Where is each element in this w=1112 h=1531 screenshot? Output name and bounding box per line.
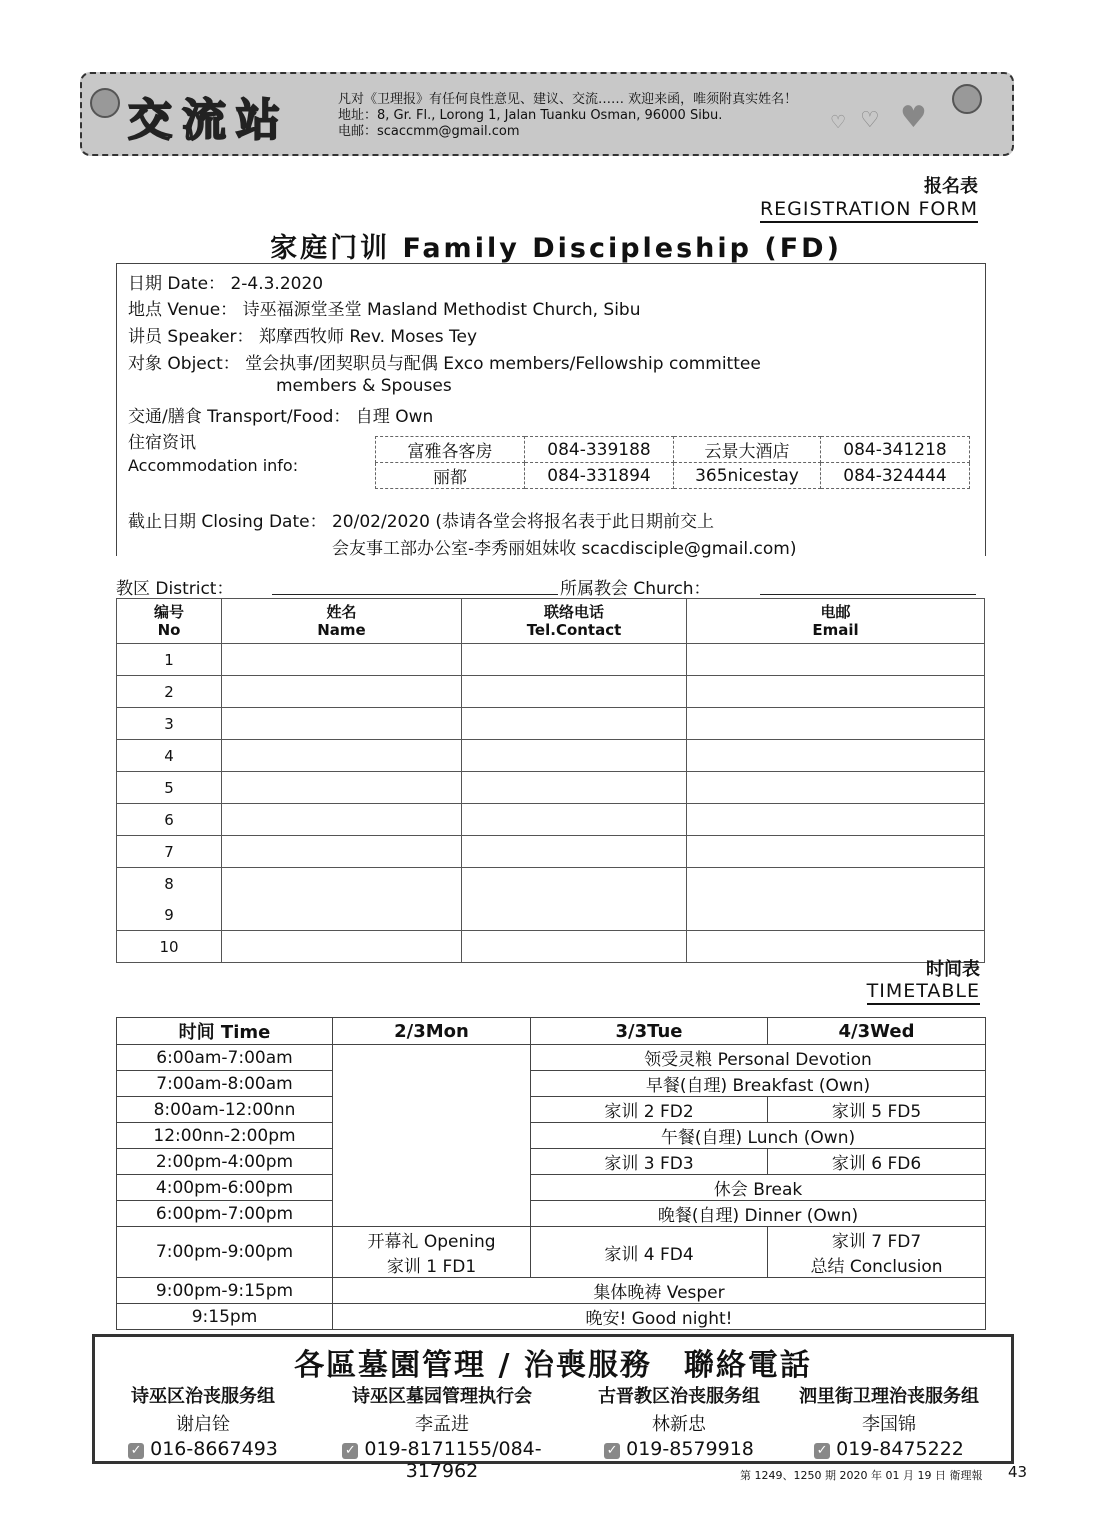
- contact-phone: ✓ 016-8667493: [88, 1438, 318, 1460]
- email-cell[interactable]: [687, 644, 985, 676]
- time-slot: 7:00am-8:00am: [117, 1071, 333, 1097]
- timetable-row: [117, 1175, 986, 1201]
- group-name: 泗里街卫理治丧服务组: [799, 1386, 979, 1407]
- email-cell[interactable]: [687, 868, 985, 931]
- row-number: 3: [117, 708, 222, 740]
- name-cell[interactable]: [222, 836, 462, 868]
- row-number: 9: [117, 899, 222, 931]
- balloon-icon: [90, 88, 120, 118]
- name-cell[interactable]: [222, 772, 462, 804]
- tel-cell[interactable]: [462, 772, 687, 804]
- timetable-row: [117, 1123, 986, 1149]
- tel-cell[interactable]: [462, 868, 687, 931]
- timetable-heading-cn: 时间表: [926, 959, 980, 980]
- table-row: [117, 708, 985, 740]
- checkbox-icon: ✓: [342, 1443, 358, 1459]
- tel-cell[interactable]: [462, 740, 687, 772]
- event-date: 日期 Date： 2-4.3.2020: [128, 274, 324, 294]
- tel-cell[interactable]: [462, 804, 687, 836]
- timetable-row: [117, 1097, 986, 1123]
- time-slot: 8:00am-12:00nn: [117, 1097, 333, 1123]
- timetable-row: [117, 1045, 986, 1071]
- timetable-row: [117, 1278, 986, 1304]
- checkbox-icon: ✓: [604, 1443, 620, 1459]
- name-cell[interactable]: [222, 804, 462, 836]
- page-title: 家庭门训 Family Discipleship (FD): [270, 233, 842, 264]
- closing-date: 截止日期 Closing Date： 20/02/2020 (恭请各堂会将报名表于此日期前交上: [128, 512, 715, 532]
- timetable-row: [117, 1304, 986, 1330]
- tel-cell[interactable]: [462, 931, 687, 963]
- banner-address: 地址：8, Gr. Fl., Lorong 1, Jalan Tuanku Osman, 96000 Sibu.: [338, 108, 723, 123]
- registration-heading-cn: 报名表: [924, 176, 978, 197]
- funeral-group: [318, 1382, 566, 1482]
- contact-phone: ✓ 019-8579918: [564, 1438, 794, 1460]
- name-cell[interactable]: [222, 676, 462, 708]
- row-number: 5: [117, 772, 222, 804]
- checkbox-icon: ✓: [128, 1443, 144, 1459]
- time-slot: 12:00nn-2:00pm: [117, 1123, 333, 1149]
- fd2-cell: 家训 2 FD2: [531, 1097, 768, 1123]
- hotel-phone: 084-324444: [821, 463, 970, 489]
- tel-cell[interactable]: [462, 676, 687, 708]
- fd3-cell: 家训 3 FD3: [531, 1149, 768, 1175]
- banner-title: 交流站: [128, 95, 290, 146]
- break-cell: 休会 Break: [531, 1175, 986, 1201]
- accommodation-row: [376, 463, 970, 489]
- timetable-heading-en: TIMETABLE: [867, 980, 980, 1005]
- contact-person: 谢启铨: [176, 1414, 230, 1435]
- name-cell[interactable]: [222, 931, 462, 963]
- registration-header-row: [117, 599, 985, 644]
- group-name: 诗巫区墓园管理执行会: [352, 1386, 532, 1407]
- dinner-cell: 晚餐(自理) Dinner (Own): [531, 1201, 986, 1227]
- fd5-cell: 家训 5 FD5: [768, 1097, 986, 1123]
- event-venue: 地点 Venue： 诗巫福源堂圣堂 Masland Methodist Church, Sibu: [128, 300, 641, 320]
- email-cell[interactable]: [687, 740, 985, 772]
- hotel-name: 云景大酒店: [674, 437, 821, 463]
- accommodation-label-en: Accommodation info:: [128, 456, 299, 475]
- checkbox-icon: ✓: [814, 1443, 830, 1459]
- col-email: 电邮 Email: [687, 599, 985, 644]
- timetable: [116, 1017, 986, 1330]
- group-name: 诗巫区治丧服务组: [131, 1386, 275, 1407]
- col-tel: 联络电话 Tel.Contact: [462, 599, 687, 644]
- col-wed: 4/3Wed: [768, 1018, 986, 1045]
- table-row: [117, 772, 985, 804]
- email-cell[interactable]: [687, 772, 985, 804]
- contact-phone: ✓ 019-8171155/084-317962: [318, 1438, 566, 1482]
- church-field[interactable]: [760, 594, 976, 595]
- time-slot: 9:00pm-9:15pm: [117, 1278, 333, 1304]
- timetable-header-row: [117, 1018, 986, 1045]
- name-cell[interactable]: [222, 740, 462, 772]
- fd7-cell: 家训 7 FD7 总结 Conclusion: [768, 1227, 986, 1278]
- fd4-cell: 家训 4 FD4: [531, 1227, 768, 1278]
- contact-phone: ✓ 019-8475222: [774, 1438, 1004, 1460]
- timetable-row: [117, 1149, 986, 1175]
- event-transport: 交通/膳食 Transport/Food： 自理 Own: [128, 407, 434, 427]
- mon-empty-cell: [333, 1045, 531, 1227]
- registration-heading-en: REGISTRATION FORM: [760, 198, 978, 223]
- email-cell[interactable]: [687, 804, 985, 836]
- table-row: [117, 804, 985, 836]
- event-speaker: 讲员 Speaker： 郑摩西牧师 Rev. Moses Tey: [128, 327, 478, 347]
- name-cell[interactable]: [222, 644, 462, 676]
- district-label: 教区 District：: [116, 579, 234, 599]
- contact-person: 李孟进: [415, 1414, 469, 1435]
- accommodation-table: [375, 436, 970, 489]
- church-label: 所属教会 Church：: [560, 579, 711, 599]
- row-number: 7: [117, 836, 222, 868]
- funeral-group: [564, 1382, 794, 1460]
- hotel-phone: 084-341218: [821, 437, 970, 463]
- fd6-cell: 家训 6 FD6: [768, 1149, 986, 1175]
- col-no: 编号 No: [117, 599, 222, 644]
- accommodation-label-cn: 住宿资讯: [128, 433, 196, 453]
- page-number: 43: [1008, 1463, 1028, 1481]
- banner-email: 电邮：scaccmm@gmail.com: [338, 124, 520, 139]
- time-slot: 9:15pm: [117, 1304, 333, 1330]
- tel-cell[interactable]: [462, 836, 687, 868]
- time-slot: 6:00am-7:00am: [117, 1045, 333, 1071]
- table-row: [117, 836, 985, 868]
- row-number: 2: [117, 676, 222, 708]
- timetable-row: [117, 1201, 986, 1227]
- opening-cell: 开幕礼 Opening 家训 1 FD1: [333, 1227, 531, 1278]
- tel-cell[interactable]: [462, 708, 687, 740]
- timetable-row: [117, 1071, 986, 1097]
- contact-person: 林新忠: [652, 1414, 706, 1435]
- col-name: 姓名 Name: [222, 599, 462, 644]
- heart-icon: ♡: [860, 108, 880, 133]
- balloon-icon: [952, 84, 982, 114]
- hotel-name: 365nicestay: [674, 463, 821, 489]
- heart-icon: ♡: [830, 112, 847, 133]
- time-slot: 2:00pm-4:00pm: [117, 1149, 333, 1175]
- breakfast-cell: 早餐(自理) Breakfast (Own): [531, 1071, 986, 1097]
- goodnight-cell: 晚安! Good night!: [333, 1304, 986, 1330]
- row-number: 4: [117, 740, 222, 772]
- row-number: 6: [117, 804, 222, 836]
- contact-person: 李国锦: [862, 1414, 916, 1435]
- funeral-group: [88, 1382, 318, 1460]
- col-tue: 3/3Tue: [531, 1018, 768, 1045]
- funeral-title: 各區墓園管理 / 治喪服務 聯絡電話: [294, 1348, 812, 1383]
- closing-contact: 会友事工部办公室-李秀丽姐妹收 scacdisciple@gmail.com): [332, 539, 797, 559]
- table-row: [117, 868, 985, 900]
- district-field[interactable]: [272, 594, 558, 595]
- email-cell[interactable]: [687, 836, 985, 868]
- time-slot: 7:00pm-9:00pm: [117, 1227, 333, 1278]
- registration-table: [116, 598, 985, 963]
- hotel-name: 富雅各客房: [376, 437, 525, 463]
- lunch-cell: 午餐(自理) Lunch (Own): [531, 1123, 986, 1149]
- email-cell[interactable]: [687, 676, 985, 708]
- event-object: 对象 Object： 堂会执事/团契职员与配偶 Exco members/Fellowship committee: [128, 354, 761, 374]
- hotel-phone: 084-339188: [525, 437, 674, 463]
- row-number: 1: [117, 644, 222, 676]
- vesper-cell: 集体晚祷 Vesper: [333, 1278, 986, 1304]
- time-slot: 4:00pm-6:00pm: [117, 1175, 333, 1201]
- row-number: 8: [117, 868, 222, 900]
- devotion-cell: 领受灵粮 Personal Devotion: [531, 1045, 986, 1071]
- time-slot: 6:00pm-7:00pm: [117, 1201, 333, 1227]
- table-row: [117, 676, 985, 708]
- name-cell[interactable]: [222, 868, 462, 931]
- hotel-phone: 084-331894: [525, 463, 674, 489]
- row-number: 10: [117, 931, 222, 963]
- table-row: [117, 644, 985, 676]
- table-row: [117, 931, 985, 963]
- group-name: 古晋教区治丧服务组: [598, 1386, 760, 1407]
- col-mon: 2/3Mon: [333, 1018, 531, 1045]
- funeral-group: [774, 1382, 1004, 1460]
- col-time: 时间 Time: [117, 1018, 333, 1045]
- email-cell[interactable]: [687, 708, 985, 740]
- event-object-cont: members & Spouses: [276, 376, 452, 396]
- issue-footer: 第 1249、1250 期 2020 年 01 月 19 日 衛理報: [740, 1469, 983, 1482]
- timetable-row: [117, 1227, 986, 1278]
- tel-cell[interactable]: [462, 644, 687, 676]
- heart-icon: ♥: [900, 100, 927, 135]
- name-cell[interactable]: [222, 708, 462, 740]
- banner-line-1: 凡对《卫理报》有任何良性意见、建议、交流…… 欢迎来函，唯须附真实姓名！: [338, 92, 798, 107]
- accommodation-row: [376, 437, 970, 463]
- hotel-name: 丽都: [376, 463, 525, 489]
- table-row: [117, 740, 985, 772]
